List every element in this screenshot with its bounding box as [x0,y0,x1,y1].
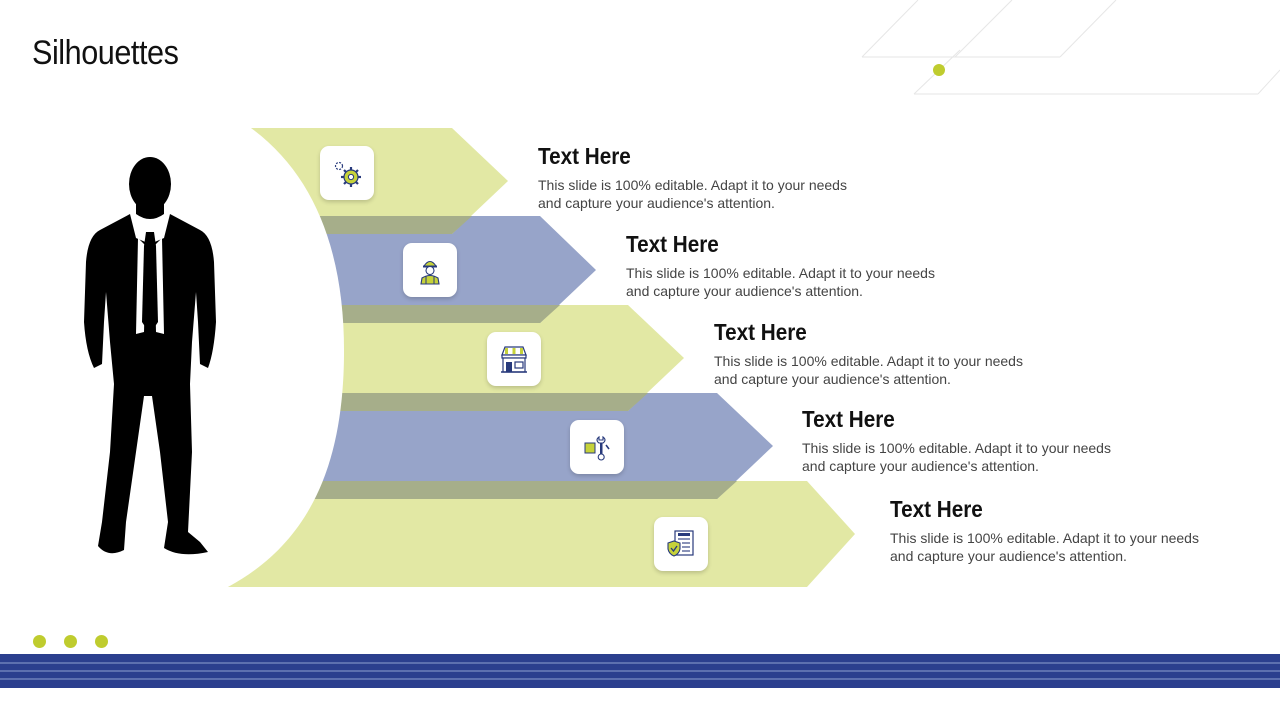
item-heading: Text Here [802,406,895,432]
item-description: This slide is 100% editable. Adapt it to your needs and capture your audience's attention. [538,177,847,211]
item-text-4 [802,406,1122,475]
footer-dot-1 [33,635,46,648]
icon-tile-1 [320,146,374,200]
construction-worker-icon [414,254,446,286]
footer-dot-2 [64,635,77,648]
item-heading: Text Here [538,143,631,169]
item-text-1 [538,143,858,212]
overlap-strip-3 [336,393,648,411]
wrench-tools-icon [581,431,613,463]
overlap-strip-1 [304,216,472,234]
item-text-5 [890,496,1210,565]
icon-tile-3 [487,332,541,386]
overlap-strip-2 [336,305,560,323]
item-heading: Text Here [890,496,983,522]
footer-dot-3 [95,635,108,648]
icon-tile-4 [570,420,624,474]
shield-document-icon [665,528,697,560]
item-heading: Text Here [626,231,719,257]
item-description: This slide is 100% editable. Adapt it to your needs and capture your audience's attention. [802,440,1111,474]
footer-bar [0,654,1280,688]
page-title: Silhouettes [32,34,179,72]
storefront-icon [498,343,530,375]
icon-tile-5 [654,517,708,571]
item-text-2 [626,231,946,300]
item-description: This slide is 100% editable. Adapt it to your needs and capture your audience's attention. [714,353,1023,387]
item-heading: Text Here [714,319,807,345]
item-description: This slide is 100% editable. Adapt it to your needs and capture your audience's attention. [890,530,1199,564]
overlap-strip-4 [300,481,737,499]
businessman-silhouette [80,152,220,564]
gear-settings-icon [331,157,363,189]
item-description: This slide is 100% editable. Adapt it to your needs and capture your audience's attention. [626,265,935,299]
icon-tile-2 [403,243,457,297]
item-text-3 [714,319,1034,388]
